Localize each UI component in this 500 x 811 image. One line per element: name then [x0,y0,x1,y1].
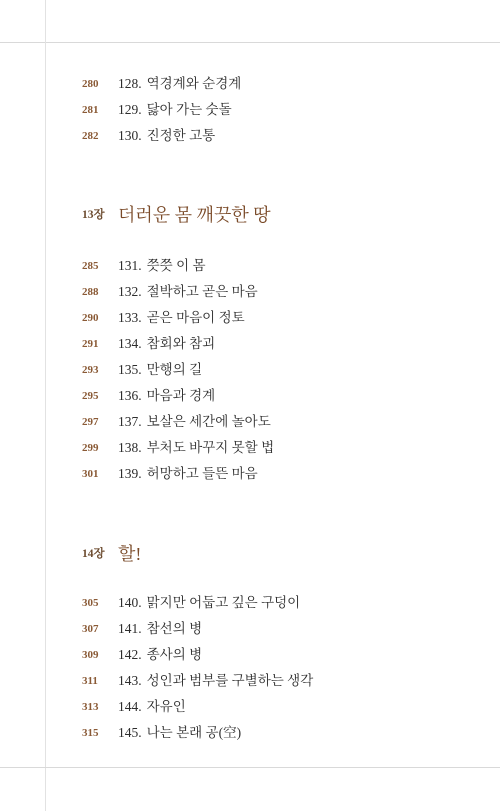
chapter-heading-14[interactable] [0,539,500,569]
page-number: 280 [82,78,99,90]
chapter-label: 13장 [82,209,105,221]
chapter-title: 할! [118,544,142,564]
toc-entry[interactable] [0,435,500,461]
entry-title: 144. 자유인 [118,699,186,714]
page-number: 291 [82,338,99,350]
page-number: 307 [82,623,99,635]
toc-entry[interactable] [0,616,500,642]
chapter-title: 더러운 몸 깨끗한 땅 [118,205,271,225]
page-number: 290 [82,312,99,324]
entry-title: 133. 곧은 마음이 정토 [118,310,245,325]
toc-entry[interactable] [0,123,500,149]
bottom-divider [0,767,500,768]
entry-title: 129. 닳아 가는 숫돌 [118,102,232,117]
chapter-heading-13[interactable] [0,200,500,230]
chapter-label: 14장 [82,548,105,560]
toc-entry[interactable] [0,383,500,409]
toc-entry[interactable] [0,668,500,694]
toc-entry[interactable] [0,305,500,331]
toc-entry[interactable] [0,409,500,435]
toc-entry[interactable] [0,71,500,97]
entry-title: 135. 만행의 길 [118,362,203,377]
toc-group-chapter-13 [0,253,500,487]
entry-title: 137. 보살은 세간에 놀아도 [118,414,271,429]
entry-title: 134. 참회와 참괴 [118,336,216,351]
toc-entry[interactable] [0,253,500,279]
toc-entry[interactable] [0,694,500,720]
page-number: 301 [82,468,99,480]
entry-title: 142. 종사의 병 [118,647,203,662]
page-number: 281 [82,104,99,116]
toc-entry[interactable] [0,642,500,668]
top-divider [0,42,500,43]
page-number: 309 [82,649,99,661]
entry-title: 139. 허망하고 들뜬 마음 [118,466,258,481]
toc-entry[interactable] [0,331,500,357]
page-number: 315 [82,727,99,739]
entry-title: 130. 진정한 고통 [118,128,216,143]
toc-entry[interactable] [0,461,500,487]
toc-entry[interactable] [0,357,500,383]
entry-title: 141. 참선의 병 [118,621,203,636]
page-number: 313 [82,701,99,713]
page-number: 288 [82,286,99,298]
toc-entry[interactable] [0,590,500,616]
page-number: 295 [82,390,99,402]
page-number: 297 [82,416,99,428]
toc-group-continuation [0,71,500,149]
toc-entry[interactable] [0,279,500,305]
page-number: 285 [82,260,99,272]
entry-title: 128. 역경계와 순경계 [118,76,242,91]
page-number: 299 [82,442,99,454]
page-number: 293 [82,364,99,376]
entry-title: 145. 나는 본래 공(空) [118,725,242,740]
page-number: 305 [82,597,99,609]
entry-title: 140. 맑지만 어둡고 깊은 구덩이 [118,595,301,610]
entry-title: 136. 마음과 경계 [118,388,216,403]
entry-title: 131. 쯧쯧 이 몸 [118,258,206,273]
entry-title: 143. 성인과 범부를 구별하는 생각 [118,673,314,688]
page-number: 282 [82,130,99,142]
toc-entry[interactable] [0,720,500,746]
page-number: 311 [82,675,98,687]
toc-group-chapter-14 [0,590,500,746]
entry-title: 138. 부처도 바꾸지 못할 법 [118,440,275,455]
entry-title: 132. 절박하고 곧은 마음 [118,284,258,299]
toc-entry[interactable] [0,97,500,123]
